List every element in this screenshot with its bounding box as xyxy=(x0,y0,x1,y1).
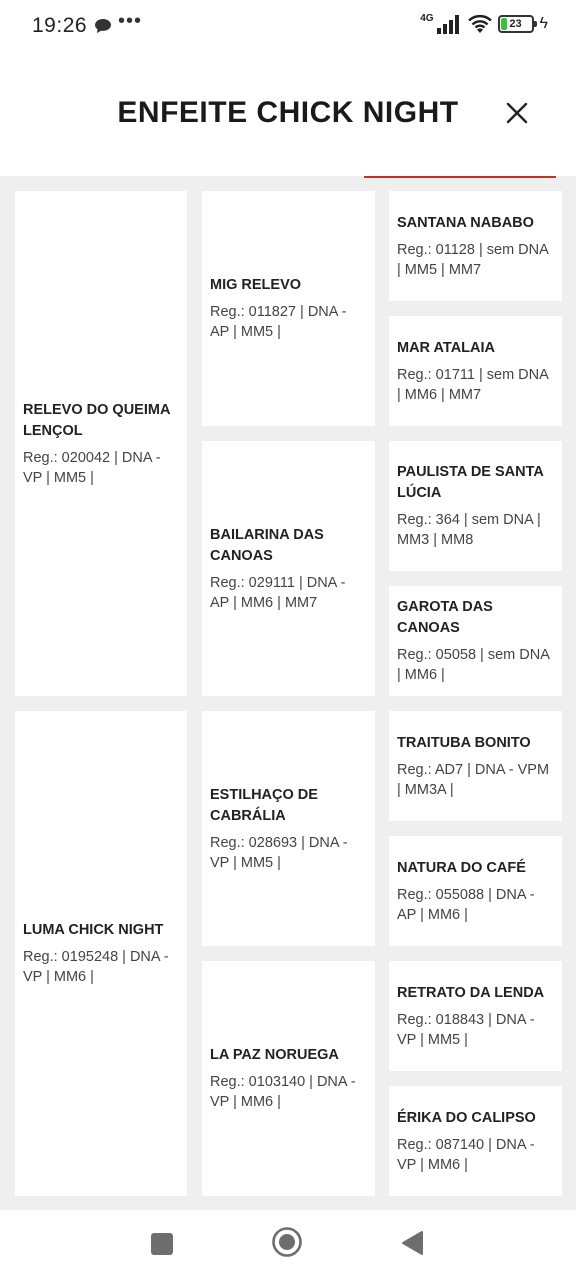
modal-header xyxy=(0,56,576,176)
animal-name: ESTILHAÇO DE CABRÁLIA xyxy=(210,786,318,824)
status-bar xyxy=(0,0,576,56)
recents-square-icon[interactable] xyxy=(151,1233,173,1255)
active-tab-indicator xyxy=(364,176,556,178)
animal-name: RELEVO DO QUEIMA LENÇOL xyxy=(23,401,170,439)
animal-registry: Reg.: 0195248 | DNA - VP | MM6 | xyxy=(23,949,169,985)
status-time: 19:26 xyxy=(32,14,88,37)
pedigree-card-gen3[interactable] xyxy=(389,316,562,426)
home-circle-icon[interactable] xyxy=(271,1226,303,1258)
close-icon xyxy=(500,96,534,130)
animal-name: LA PAZ NORUEGA xyxy=(210,1047,339,1063)
back-triangle-icon[interactable] xyxy=(400,1230,424,1256)
close-button[interactable] xyxy=(500,96,534,130)
animal-name: LUMA CHICK NIGHT xyxy=(23,922,164,938)
animal-registry: Reg.: 364 | sem DNA | MM3 | MM8 xyxy=(397,512,541,548)
pedigree-card-gen2[interactable] xyxy=(202,191,375,426)
animal-name: PAULISTA DE SANTA LÚCIA xyxy=(397,464,544,501)
pedigree-card-gen3[interactable] xyxy=(389,441,562,571)
animal-registry: Reg.: AD7 | DNA - VPM | MM3A | xyxy=(397,761,550,798)
wifi-icon xyxy=(468,14,492,34)
pedigree-card-gen3[interactable] xyxy=(389,836,562,946)
battery-icon xyxy=(498,15,534,33)
animal-registry: Reg.: 0103140 | DNA - VP | MM6 | xyxy=(210,1074,356,1110)
pedigree-tree xyxy=(0,176,576,1210)
charging-icon: ϟ xyxy=(539,15,548,32)
animal-registry: Reg.: 028693 | DNA - VP | MM5 | xyxy=(210,834,348,871)
animal-registry: Reg.: 055088 | DNA - AP | MM6 | xyxy=(397,886,535,923)
animal-registry: Reg.: 020042 | DNA - VP | MM5 | xyxy=(23,449,161,486)
animal-registry: Reg.: 01128 | sem DNA | MM5 | MM7 xyxy=(397,241,548,278)
signal-icon xyxy=(436,14,462,34)
more-dots-icon: ••• xyxy=(118,10,143,32)
animal-name: NATURA DO CAFÉ xyxy=(397,859,526,876)
network-type: 4G xyxy=(420,12,434,24)
animal-registry: Reg.: 087140 | DNA - VP | MM6 | xyxy=(397,1136,535,1173)
pedigree-card-gen3[interactable] xyxy=(389,1086,562,1196)
chat-bubble-icon xyxy=(95,19,111,33)
battery-level: 23 xyxy=(509,18,522,30)
animal-name: MAR ATALAIA xyxy=(397,339,495,356)
battery-fill xyxy=(501,18,508,30)
animal-registry: Reg.: 05058 | sem DNA | MM6 | xyxy=(397,647,550,683)
pedigree-card-gen3[interactable] xyxy=(389,586,562,696)
animal-registry: Reg.: 018843 | DNA - VP | MM5 | xyxy=(397,1011,535,1048)
pedigree-card-gen3[interactable] xyxy=(389,191,562,301)
animal-name: RETRATO DA LENDA xyxy=(397,984,545,1001)
animal-name: BAILARINA DAS CANOAS xyxy=(210,526,324,564)
animal-name: MIG RELEVO xyxy=(210,277,302,293)
pedigree-card-gen2[interactable] xyxy=(202,711,375,946)
pedigree-card-gen3[interactable] xyxy=(389,711,562,821)
pedigree-card-gen2[interactable] xyxy=(202,961,375,1196)
pedigree-card-gen2[interactable] xyxy=(202,441,375,696)
pedigree-card-dam[interactable] xyxy=(15,711,187,1196)
pedigree-card-sire[interactable] xyxy=(15,191,187,696)
animal-name: SANTANA NABABO xyxy=(397,214,534,231)
animal-registry: Reg.: 029111 | DNA - AP | MM6 | MM7 xyxy=(210,574,346,611)
system-nav-bar xyxy=(0,1210,576,1280)
pedigree-card-gen3[interactable] xyxy=(389,961,562,1071)
animal-registry: Reg.: 01711 | sem DNA | MM6 | MM7 xyxy=(397,366,548,403)
animal-name: TRAITUBA BONITO xyxy=(397,734,531,751)
page-title: ENFEITE CHICK NIGHT xyxy=(117,96,459,129)
animal-registry: Reg.: 011827 | DNA - AP | MM5 | xyxy=(210,304,347,340)
animal-name: GAROTA DAS CANOAS xyxy=(397,599,493,636)
animal-name: ÉRIKA DO CALIPSO xyxy=(397,1109,536,1126)
